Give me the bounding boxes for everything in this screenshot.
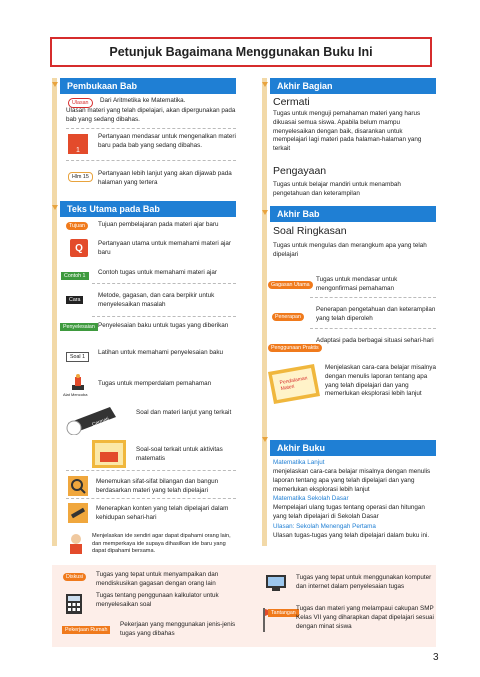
cara-text: Metode, gagasan, dan cara berpikir untuk menyelesaikan masalah [98,292,215,308]
computer-icon [265,575,287,593]
soal-ringkasan-text: Tugas untuk mengulas dan merangkum apa yang telah dipelajari [273,242,427,258]
penerapan-tag: Penerapan [272,313,304,321]
pengayaan-title: Pengayaan [273,165,327,177]
magnifier-icon [68,476,88,496]
diskusi-text: Tugas yang tepat untuk menyampaikan dan mendiskusikan gagasan dengan orang lain [96,571,219,587]
ulasan-smp-title: Ulasan: Sekolah Menengah Pertama [273,523,376,530]
matematika-lanjut-title: Matematika Lanjut [273,459,325,466]
konten-text: Menerapkan konten yang telah dipelajari dalam kehidupan sehari-hari [96,505,229,521]
matematika-lanjut-text: menjelaskan cara-cara belajar misalnya dengan menulis laporan tentang apa yang telah dipelajari dan yang memerlukan eksplorasi lebih lanjut [273,468,431,493]
divider [66,498,236,499]
rail-arrow-icon [262,437,268,442]
cermati-text: Soal dan materi lanjut yang terkait [136,409,232,416]
divider [66,470,236,471]
section-akhir-bab: Akhir Bab [270,206,436,222]
ulasan-smp-text: Ulasan tugas-tugas yang telah dipelajari dalam buku ini. [273,532,430,539]
tantangan-tag: Tantangan [268,609,299,617]
rail-arrow-icon [262,210,268,215]
tantangan-text: Tugas dan materi yang melampaui cakupan SMP Kelas VII yang diharapkan dapat dipelajari sesuai dengan minat siswa [296,605,434,630]
rail-arrow-icon [52,205,58,210]
diskusi-tag: Diskusi [63,573,86,581]
matematika-sd-title: Matematika Sekolah Dasar [273,495,349,502]
pengayaan-description: Tugas untuk belajar mandiri untuk menambah pengetahuan dan keterampilan [273,181,401,197]
contoh-tag: Contoh 1 [61,272,89,280]
pertanyaan-utama-text: Pertanyaan utama untuk memahami materi ajar baru [98,240,231,256]
divider [66,160,236,161]
tujuan-tag: Tujuan [66,222,88,230]
cermati-badge-label: Cermati [91,416,110,428]
divider [92,316,236,317]
ulasan-text: Dari Aritmetika ke Matematika. [100,97,186,104]
calculator-icon [66,594,82,614]
pendalaman-materi-text: Menjelaskan cara-cara belajar misalnya dengan menulis laporan tentang apa yang telah dipelajari dan yang memerlukan eksplorasi lebih lanjut [325,364,436,398]
tujuan-text: Tujuan pembelajaran pada materi ajar baru [98,221,219,228]
tools-icon [68,503,88,523]
gagasan-utama-tag: Gagasan Utama [268,281,313,289]
divider [310,297,436,298]
section-akhir-buku: Akhir Buku [270,440,436,456]
pendalaman-materi-label: Pendalaman Materi [279,375,308,393]
divider [92,283,236,284]
penggunaan-praktis-tag: Penggunaan Praktis [268,344,322,352]
divider [66,128,236,129]
sifat-text: Menemukan sifat-sifat bilangan dan bangun berdasarkan materi yang telah dipelajari [96,478,219,494]
pekerjaan-rumah-tag: Pekerjaan Rumah [62,626,110,634]
cara-tag: Cara [66,296,83,304]
alat-mencoba-label: Alat Mencoba [63,392,88,397]
left-rail [52,78,57,546]
ulasan-description: Ulasan materi yang telah dipelajari, akan dipergunakan pada bab yang sedang dibahas. [66,107,236,123]
aktivitas-icon [92,440,126,468]
soal-text: Latihan untuk memahami penyelesaian baku [98,349,223,356]
komputer-text: Tugas yang tepat untuk menggunakan komputer dan internet dalam penyelesaian tugas [296,574,432,590]
page-ref-icon: Hlm 15 [68,172,93,182]
pertanyaan-mendasar-text: Pertanyaan mendasar untuk mengenalkan materi baru pada bab yang sedang dibahas. [98,133,236,149]
rail-arrow-icon [52,82,58,87]
page-number: 3 [433,652,439,663]
section-akhir-bagian: Akhir Bagian [270,78,436,94]
question-icon: Q [70,239,88,257]
soal-terkait-text: Soal-soal terkait untuk aktivitas matematis [136,446,223,462]
soal-tag: Soal 1 [66,352,89,362]
penerapan-text: Penerapan pengetahuan dan keterampilan yang telah diperoleh [316,306,436,322]
ulasan-tag: Ulasan [68,98,93,108]
pertanyaan-lanjut-text: Pertanyaan lebih lanjut yang akan dijawab pada halaman yang tertera [98,170,232,186]
rail-arrow-icon [262,82,268,87]
alat-mencoba-icon [70,373,86,391]
idea-person-icon [66,533,86,555]
ide-text: Menjelaskan ide sendiri agar dapat dipahami orang lain, dan memperkaya ide supaya dihasilkan ide baru yang dapat dipahami bersama. [92,533,231,554]
pekerjaan-rumah-text: Pekerjaan yang menggunakan jenis-jenis tugas yang dibahas [120,621,236,637]
right-rail [262,78,267,546]
soal-ringkasan-title: Soal Ringkasan [273,225,347,237]
section-teks-utama: Teks Utama pada Bab [60,201,236,217]
section-pembukaan-bab: Pembukaan Bab [60,78,236,94]
penyelesaian-tag: Penyelesaian [60,323,98,331]
chapter-number-icon: 1 [68,134,88,154]
divider [310,328,436,329]
penggunaan-praktis-text: Adaptasi pada berbagai situasi sehari-hari [316,337,434,344]
penyelesaian-text: Penyelesaian baku untuk tugas yang diberikan [98,322,229,329]
cermati-description: Tugas untuk menguji pemahaman materi yang harus dikuasai semua siswa. Apabila belum mampu menyelesaikan dengan baik, disarankan untuk mempelajari lagi materi pada halaman-halaman yang terkait [273,110,422,153]
page-title: Petunjuk Bagaimana Menggunakan Buku Ini [50,37,432,67]
gagasan-utama-text: Tugas untuk mendasar untuk mengonfirmasi pemahaman [316,276,398,292]
alat-mencoba-text: Tugas untuk memperdalam pemahaman [98,380,212,387]
matematika-sd-text: Mempelajari ulang tugas tentang operasi dan hitungan yang telah dipelajari di Sekolah Dasar [273,504,425,520]
contoh-text: Contoh tugas untuk memahami materi ajar [98,269,217,276]
cermati-title: Cermati [273,96,310,108]
kalkulator-text: Tugas tentang penggunaan kalkulator untuk menyelesaikan soal [96,592,219,608]
